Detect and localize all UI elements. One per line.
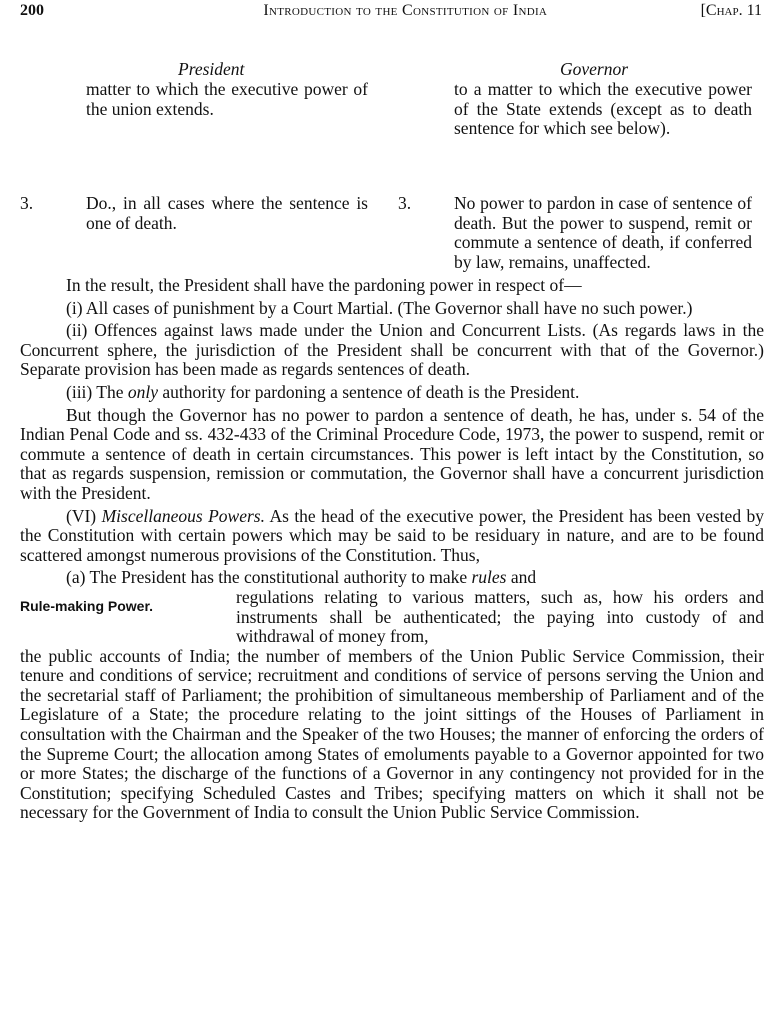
rule-making-section (20, 568, 764, 823)
row2-number-right: 3. (398, 193, 412, 213)
paragraph-court-martial: (i) All cases of punishment by a Court Martial. (The Governor shall have no such power.) (66, 297, 693, 318)
row2-number-left: 3. (20, 193, 34, 213)
row1-president-cell (86, 80, 368, 119)
p7-lead: (a) The President has the constitutional authority to make (66, 567, 472, 588)
paragraph-miscellaneous (20, 507, 764, 566)
rule-making-first-line (20, 568, 764, 588)
running-title: Introduction to the Constitution of India (263, 2, 548, 19)
comparison-table (20, 32, 764, 280)
rule-making-continued-text: the public accounts of India; the number of members of the Union Public Service Commission, their tenure and conditions of service; recruitment and conditions of service of persons serving the Union and the secretarial staff of Parliament; the prohibition of simultaneous membership of Parliament and of the Legislature of a State; the procedure relating to the joint sittings of the Houses of Parliament in consultation with the Chairman and the Speaker of the two Houses; the manner of enforcing the orders of the Supreme Court; the allocation among States of emoluments payable to a Governor appointed for two or more States; the discharge of the functions of a Governor in any contingency not provided for in the Constitution; specifying Scheduled Castes and Tribes; specifying matters on which it shall not be necessary for the Government of India to consult the Union Public Service Commission. (20, 645, 764, 823)
running-header (20, 0, 764, 32)
p7-lead-tail: and (506, 567, 537, 588)
p6-tail: As the head of the executive power, the President has been vested by the Constitution with certain powers which may be said to be residuary in nature, and are to be found scattered amongst numerous provisions of the Constitution. Thus, (20, 505, 764, 565)
row1-governor-cell (454, 80, 752, 139)
governor-column-heading: Governor (560, 59, 629, 79)
president-column-heading: President (178, 59, 245, 79)
row2-governor-text: No power to pardon in case of sentence of death. But the power to suspend, remit or commute a sentence of death, if conferred by law, remains, unaffected. (454, 193, 752, 272)
row1-governor-text: to a matter to which the executive power of the State extends (except as to death sentence for which see below). (454, 79, 752, 139)
p4-lead: (iii) The (66, 381, 128, 402)
paragraph-governor-powers: But though the Governor has no power to pardon a sentence of death, he has, under s. 54 of the Indian Penal Code and ss. 432-433 of the Criminal Procedure Code, 1973, the power to suspend, remit or commute a sentence of death in certain circumstances. This power is left intact by the Constitution, so that as regards suspension, remission or commutation, the Governor shall have a concurrent jurisdiction with the President. (20, 404, 764, 503)
p6-lead: (VI) (66, 505, 102, 526)
paragraph-result: In the result, the President shall have the pardoning power in respect of— (66, 275, 582, 295)
row2-president-text: Do., in all cases where the sentence is one of death. (86, 193, 368, 233)
rule-making-indented-text: regulations relating to various matters, such as, how his orders and instruments shall be authenticated; the paying into custody of and withdrawal of money from, (236, 586, 764, 647)
paragraph-death-sentence (20, 383, 764, 403)
p4-emphasis: only (127, 381, 159, 402)
row2-governor-cell (454, 194, 752, 272)
body-text (20, 276, 764, 823)
paragraph-offences: (ii) Offences against laws made under the Union and Concurrent Lists. (As regards laws in the Concurrent sphere, the jurisdiction of the President shall be concurrent with that of the Governor.) Separate provision has been made as regards sentences of death. (20, 320, 764, 380)
p6-heading: Miscellaneous Powers. (101, 505, 265, 526)
row2-president-cell (86, 194, 368, 233)
margin-note-rule-making: Rule-making Power. (20, 598, 154, 615)
p7-emphasis: rules (471, 567, 507, 588)
chapter-label: [Chap. 11 (700, 2, 762, 19)
book-page (20, 0, 764, 823)
p4-tail: authority for pardoning a sentence of death is the President. (158, 381, 580, 402)
page-number: 200 (20, 2, 44, 19)
row1-president-text: matter to which the executive power of the union extends. (86, 79, 368, 119)
